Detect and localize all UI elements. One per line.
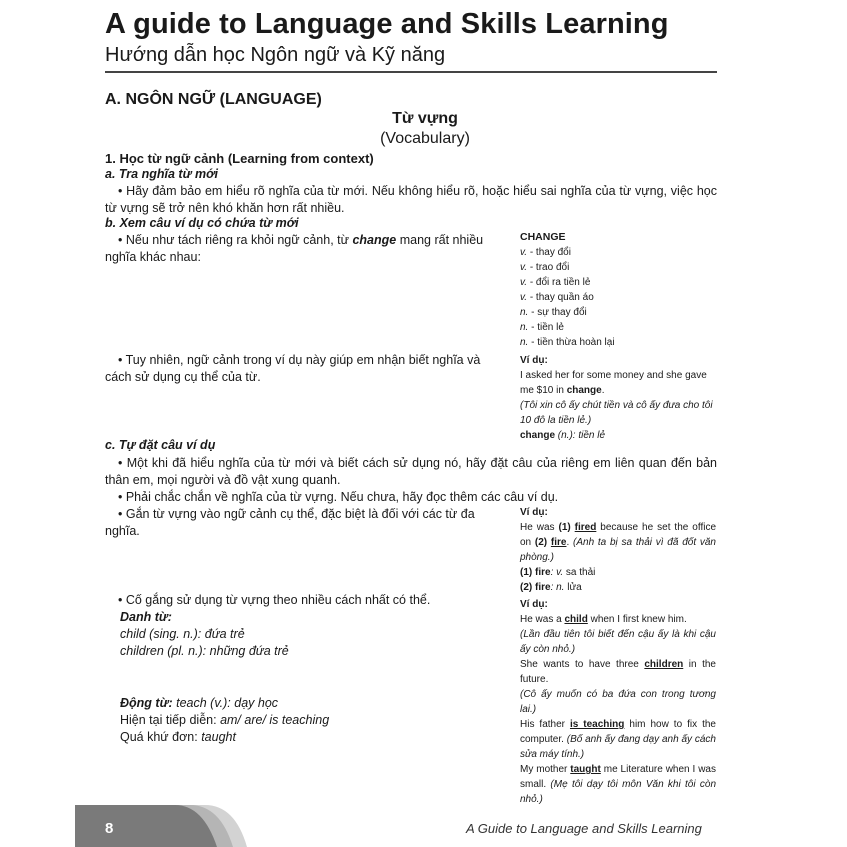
sidebar-fire-meaning-2: (2) fire: n. lửa: [520, 582, 582, 593]
vocabulary-subheading: (Vocabulary): [380, 130, 470, 147]
sidebar-change-example: I asked her for some money and she gave me $10 in change.: [520, 370, 707, 396]
subheading-a: a. Tra nghĩa từ mới: [105, 167, 218, 181]
paragraph-b: • Nếu như tách riêng ra khỏi ngữ cảnh, từ change mang rất nhiều nghĩa khác nhau:: [105, 233, 484, 264]
subheading-c: c. Tự đặt câu ví dụ: [105, 438, 216, 452]
page-title: A guide to Language and Skills Learning: [105, 8, 669, 40]
sidebar-change-meaning: v. - thay quần áo: [520, 292, 594, 303]
section-heading: A. NGÔN NGỮ (LANGUAGE): [105, 91, 322, 108]
present-continuous-line: Hiện tại tiếp diễn: am/ are/ is teaching: [120, 713, 330, 727]
page-number: 8: [105, 820, 114, 837]
sidebar-child-example-2: She wants to have three children in the future.: [520, 659, 716, 685]
sidebar-change: [520, 230, 716, 443]
verb-line: Động từ: teach (v.): dạy học: [120, 696, 279, 710]
sidebar-change-example-translation: (Tôi xin cô ấy chút tiền và cô ấy đưa cho tôi 10 đô la tiền lẻ.): [520, 400, 713, 426]
noun-label: Danh từ:: [120, 610, 172, 624]
sidebar-fire: [520, 505, 716, 595]
sidebar-child-example-3: His father is teaching him how to fix the computer. (Bố anh ấy đang dạy anh ấy cách sửa máy tính.): [520, 719, 716, 760]
sidebar-change-meaning: n. - tiền thừa hoàn lại: [520, 337, 615, 348]
footer-tab-shape: [75, 805, 255, 847]
past-simple-line: Quá khứ đơn: taught: [120, 730, 236, 744]
sidebar-change-word: CHANGE: [520, 231, 566, 243]
noun-children: children (pl. n.): những đứa trẻ: [120, 644, 289, 658]
sidebar-child-translation-2: (Cô ấy muốn có ba đứa con trong tương lai.): [520, 689, 716, 715]
sidebar-child-example-1: He was a child when I first knew him.: [520, 614, 687, 625]
sidebar-change-example-label: Ví dụ:: [520, 355, 548, 366]
sidebar-child: [520, 597, 716, 807]
part-heading: 1. Học từ ngữ cảnh (Learning from context): [105, 151, 374, 166]
sidebar-change-note: change (n.): tiền lẻ: [520, 430, 606, 441]
vocabulary-heading: Từ vựng: [392, 110, 458, 127]
noun-child: child (sing. n.): đứa trẻ: [120, 627, 245, 641]
sidebar-change-meaning: v. - thay đổi: [520, 247, 571, 258]
footer-text: A Guide to Language and Skills Learning: [466, 821, 702, 836]
subheading-b: b. Xem câu ví dụ có chứa từ mới: [105, 216, 299, 230]
sidebar-child-example-4: My mother taught me Literature when I was small. (Mẹ tôi dạy tôi môn Văn khi tôi còn nhỏ.): [520, 764, 716, 805]
paragraph-b2: • Tuy nhiên, ngữ cảnh trong ví dụ này giúp em nhận biết nghĩa và cách sử dụng cụ thể của từ.: [105, 353, 481, 384]
paragraph-c4: • Cố gắng sử dụng từ vựng theo nhiều cách nhất có thể.: [118, 593, 431, 607]
paragraph-a: • Hãy đảm bảo em hiểu rõ nghĩa của từ mới. Nếu không hiểu rõ, hoặc hiểu sai nghĩa của từ vựng, việc học từ vựng sẽ trở nên khó khăn hơn rất nhiều.: [105, 184, 717, 215]
paragraph-c3: • Gắn từ vựng vào ngữ cảnh cụ thể, đặc biệt là đối với các từ đa nghĩa.: [105, 507, 475, 538]
paragraph-c2: • Phải chắc chắn về nghĩa của từ vựng. Nếu chưa, hãy đọc thêm các câu ví dụ.: [118, 490, 559, 504]
sidebar-change-meaning: n. - tiền lẻ: [520, 322, 564, 333]
page-subtitle: Hướng dẫn học Ngôn ngữ và Kỹ năng: [105, 44, 446, 66]
sidebar-fire-example: He was (1) fired because he set the office on (2) fire. (Anh ta bị sa thải vì đã đốt văn phòng.): [520, 522, 717, 563]
sidebar-child-label: Ví dụ:: [520, 599, 548, 610]
paragraph-c1: • Một khi đã hiểu nghĩa của từ mới và biết cách sử dụng nó, hãy đặt câu của riêng em liên quan đến bản thân em, mọi người và đồ vật xung quanh.: [105, 456, 717, 487]
sidebar-fire-meaning-1: (1) fire: v. sa thải: [520, 567, 596, 578]
sidebar-change-meaning: v. - trao đổi: [520, 262, 570, 273]
sidebar-child-translation-1: (Lần đầu tiên tôi biết đến cậu ấy là khi cậu ấy còn nhỏ.): [520, 629, 716, 655]
sidebar-change-meaning: n. - sự thay đổi: [520, 307, 587, 318]
header-divider: [105, 71, 717, 73]
sidebar-fire-label: Ví dụ:: [520, 507, 548, 518]
sidebar-change-meaning: v. - đổi ra tiền lẻ: [520, 277, 591, 288]
sidebar-change-meanings: [520, 245, 716, 350]
